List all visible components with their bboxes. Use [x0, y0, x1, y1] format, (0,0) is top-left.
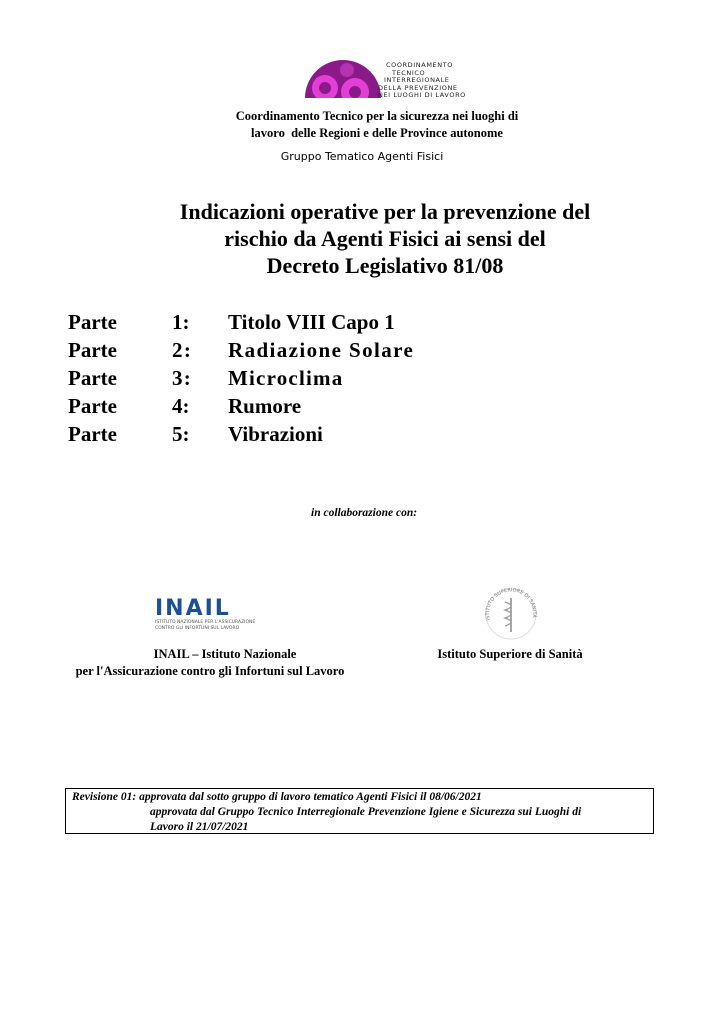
document-title: Indicazioni operative per la prevenzione del rischio da Agenti Fisici ai sensi del Decreto Legislativo 81/08: [179, 199, 591, 278]
coordination-logo-icon: [303, 58, 383, 100]
revision-box: Revisione 01: approvata dal sotto gruppo di lavoro tematico Agenti Fisici il 08/06/2021 approvata dal Gruppo Tecnico Interregionale Prevenzione Igiene e Sicurezza sui Luoghi di Lavoro il 21/07/2021: [65, 788, 654, 834]
svg-text:ISTITUTO SUPERIORE DI SANITÀ: ISTITUTO SUPERIORE DI SANITÀ: [484, 587, 538, 622]
logo-text: COORDINAMENTO TECNICO INTERREGIONALE DELLA PREVENZIONE NEI LUOGHI DI LAVORO: [378, 61, 466, 100]
header-line-1: Coordinamento Tecnico per la sicurezza nei luoghi di: [235, 109, 519, 123]
group-name: Gruppo Tematico Agenti Fisici: [280, 150, 444, 163]
iss-seal-icon: [482, 586, 540, 642]
inail-caption-1: INAIL – Istituto Nazionale: [153, 647, 297, 661]
document-page: COORDINAMENTO TECNICO INTERREGIONALE DELLA PREVENZIONE NEI LUOGHI DI LAVORO Coordinamento Tecnico per la sicurezza nei luoghi di lavoro delle Regioni e delle Province autonome Gruppo Tematico Agenti Fisici Indicazioni operative per la prevenzione del rischio da Agenti Fisici ai sensi del Decreto Legislativo 81/08 Parte 1: Titolo VIII Capo 1 Parte 2: Radiazione Solare Parte 3: Microclima Parte 4: Rumore Parte 5: Vibrazioni in collaborazione con: INAIL ISTITUTO NAZIONALE PER L'ASSICURAZIONE CONTRO GLI INFORTUNI SUL LAVORO ISTITUTO SUPERIORE DI SANITÀ INAIL – Istituto Nazionale per l'Assicurazione contro gli Infortuni sul Lavoro Istituto Superiore di Sanità Revisione 01: approvata dal sotto gruppo di lavoro tematico Agenti Fisici il 08/06/2021 approvata dal Gruppo Tecnico Interregionale Prevenzione Igiene e Sicurezza sui Luoghi di Lavoro il 21/07/2021: [0, 0, 724, 1024]
inail-logo: INAIL ISTITUTO NAZIONALE PER L'ASSICURAZIONE CONTRO GLI INFORTUNI SUL LAVORO: [155, 596, 256, 631]
collaboration-label: in collaborazione con:: [311, 507, 418, 519]
header-line-2: lavoro delle Regioni e delle Province autonome: [251, 126, 503, 140]
iss-caption: Istituto Superiore di Sanità: [437, 647, 583, 661]
inail-caption-2: per l'Assicurazione contro gli Infortuni sul Lavoro: [75, 664, 345, 678]
